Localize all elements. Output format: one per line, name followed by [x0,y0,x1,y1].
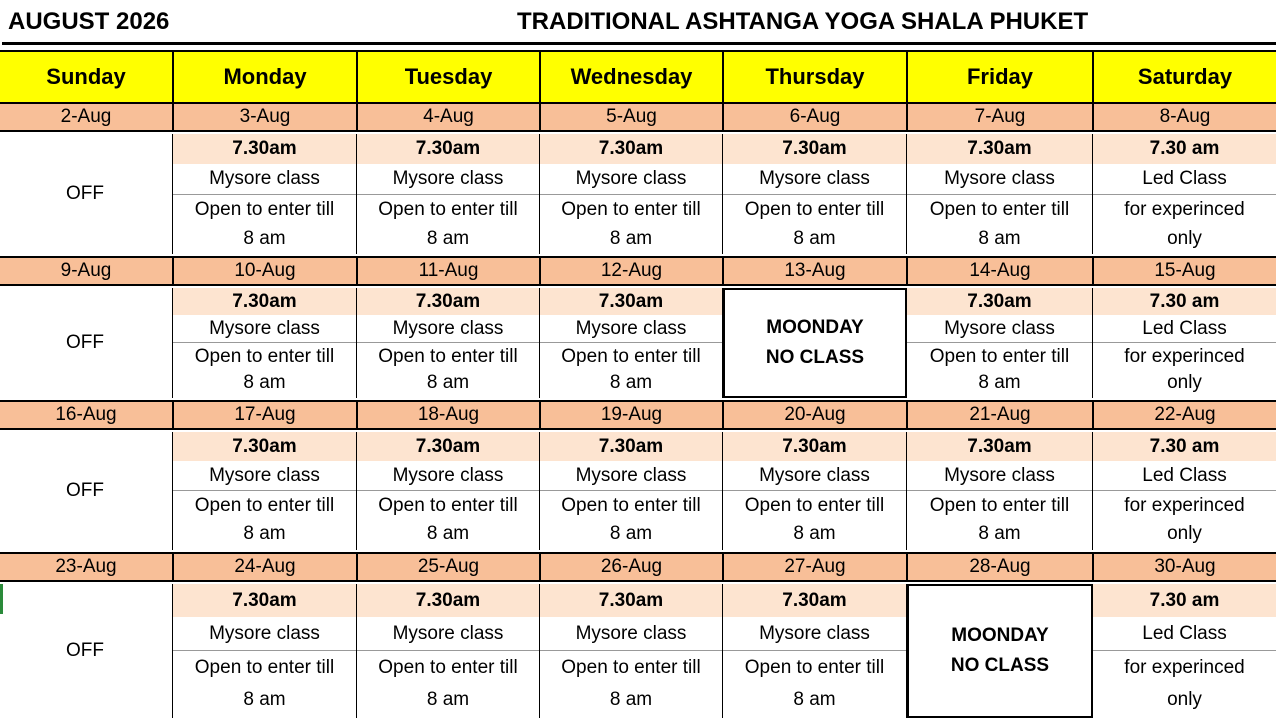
week-block [0,584,1276,718]
open-time-label: 8 am [426,688,470,710]
date-cell: 3-Aug [172,104,356,130]
mysore-class-label: Mysore class [575,622,687,644]
time-label: 7.30 am [1093,288,1276,315]
mysore-class-label: Mysore class [392,464,504,486]
cell-selection-marker [0,584,3,614]
open-until-label: Open to enter till [907,490,1092,520]
open-time-label: 8 am [243,688,286,710]
class-cell-friday [906,432,1092,550]
moonday-label: MOONDAY [951,625,1049,646]
experienced-label: for experinced [1093,194,1276,225]
date-cell: 19-Aug [539,402,722,428]
open-until-label: Open to enter till [540,342,722,370]
open-until-label: Open to enter till [907,194,1092,225]
open-until-label: Open to enter till [357,342,539,370]
class-cell-tuesday [356,134,539,254]
mysore-class-label: Mysore class [209,168,320,189]
time-label: 7.30am [723,584,906,617]
time-label: 7.30am [357,584,539,617]
time-label: 7.30am [907,134,1092,164]
time-label: 7.30am [173,288,356,315]
open-time-label: 8 am [426,371,470,393]
time-label: 7.30am [357,432,539,461]
class-cell-saturday [1092,134,1276,254]
mysore-class-label: Mysore class [392,622,504,644]
date-cell: 27-Aug [722,554,906,580]
time-label: 7.30am [907,288,1092,315]
date-cell: 22-Aug [1092,402,1276,428]
moonday-notice [907,584,1093,718]
mysore-class-label: Mysore class [392,168,504,189]
date-cell: 14-Aug [906,258,1092,284]
mysore-class-label: Mysore class [759,168,870,189]
date-row [0,400,1276,430]
experienced-label: for experinced [1093,342,1276,370]
time-label: 7.30am [907,432,1092,461]
day-header-tuesday: Tuesday [356,52,539,102]
date-row [0,256,1276,286]
time-label: 7.30am [173,584,356,617]
time-label: 7.30 am [1093,432,1276,461]
open-time-label: 8 am [609,688,653,710]
day-header-saturday: Saturday [1092,52,1276,102]
class-cell-monday [172,288,356,398]
time-label: 7.30am [540,134,722,164]
open-until-label: Open to enter till [173,490,356,520]
no-class-label: NO CLASS [950,655,1050,676]
date-cell: 21-Aug [906,402,1092,428]
mysore-class-label: Mysore class [575,464,687,486]
mysore-class-label: Mysore class [759,622,870,644]
date-cell: 26-Aug [539,554,722,580]
time-label: 7.30am [540,432,722,461]
day-header-sunday: Sunday [46,64,126,89]
open-time-label: 8 am [426,522,470,544]
open-time-label: 8 am [978,522,1021,544]
date-cell: 10-Aug [172,258,356,284]
open-time-label: 8 am [793,688,836,710]
class-cell-monday [172,432,356,550]
date-cell: 28-Aug [906,554,1092,580]
only-label: only [1167,688,1202,710]
date-cell: 24-Aug [172,554,356,580]
class-cell-wednesday [539,432,722,550]
day-header-friday: Friday [906,52,1092,102]
date-cell: 20-Aug [722,402,906,428]
open-until-label: Open to enter till [173,650,356,684]
day-header-thursday: Thursday [722,52,906,102]
class-cell-thursday [722,288,906,398]
time-label: 7.30am [540,288,722,315]
class-cell-thursday [722,432,906,550]
open-time-label: 8 am [793,522,836,544]
week-block [0,288,1276,398]
off-label: OFF [66,640,104,661]
open-until-label: Open to enter till [357,194,539,225]
date-cell: 13-Aug [722,258,906,284]
time-label: 7.30am [540,584,722,617]
mysore-class-label: Mysore class [209,622,320,644]
open-until-label: Open to enter till [357,490,539,520]
class-cell-monday [172,584,356,718]
class-cell-friday [906,288,1092,398]
date-cell: 9-Aug [60,260,112,281]
class-cell-wednesday [539,288,722,398]
open-time-label: 8 am [243,228,286,249]
date-cell: 25-Aug [356,554,539,580]
date-row [0,102,1276,132]
class-cell-friday [906,134,1092,254]
time-label: 7.30 am [1093,134,1276,164]
date-cell: 18-Aug [356,402,539,428]
open-time-label: 8 am [243,371,286,393]
class-cell-tuesday [356,288,539,398]
time-label: 7.30am [723,432,906,461]
off-label: OFF [66,332,104,353]
only-label: only [1167,371,1202,393]
day-header-wednesday: Wednesday [539,52,722,102]
time-label: 7.30am [357,134,539,164]
open-time-label: 8 am [793,228,836,249]
day-header-monday: Monday [172,52,356,102]
class-cell-saturday [1092,432,1276,550]
off-label: OFF [66,480,104,501]
mysore-class-label: Mysore class [944,317,1055,339]
open-until-label: Open to enter till [723,490,906,520]
led-class-label: Led Class [1142,464,1227,486]
time-label: 7.30am [173,432,356,461]
open-until-label: Open to enter till [540,490,722,520]
date-cell: 4-Aug [356,104,539,130]
open-until-label: Open to enter till [173,194,356,225]
date-cell: 6-Aug [722,104,906,130]
moonday-label: MOONDAY [766,317,864,338]
mysore-class-label: Mysore class [209,464,320,486]
open-time-label: 8 am [609,522,653,544]
date-cell: 17-Aug [172,402,356,428]
week-block [0,134,1276,254]
led-class-label: Led Class [1142,622,1227,644]
class-cell-tuesday [356,432,539,550]
mysore-class-label: Mysore class [209,317,320,339]
open-until-label: Open to enter till [173,342,356,370]
time-label: 7.30am [357,288,539,315]
class-cell-thursday [722,134,906,254]
class-cell-wednesday [539,584,722,718]
mysore-class-label: Mysore class [759,464,870,486]
date-row [0,552,1276,582]
only-label: only [1167,228,1202,249]
experienced-label: for experinced [1093,490,1276,520]
open-until-label: Open to enter till [723,194,906,225]
date-cell: 15-Aug [1092,258,1276,284]
weekday-header-row [0,50,1276,104]
open-until-label: Open to enter till [540,650,722,684]
no-class-label: NO CLASS [765,347,865,368]
date-cell: 23-Aug [55,556,117,577]
date-cell: 7-Aug [906,104,1092,130]
mysore-class-label: Mysore class [944,464,1055,486]
open-time-label: 8 am [243,522,286,544]
class-cell-monday [172,134,356,254]
school-title: TRADITIONAL ASHTANGA YOGA SHALA PHUKET [517,8,1089,35]
open-until-label: Open to enter till [723,650,906,684]
date-cell: 8-Aug [1092,104,1276,130]
only-label: only [1167,522,1202,544]
time-label: 7.30am [173,134,356,164]
date-cell: 2-Aug [60,106,112,127]
date-cell: 16-Aug [55,404,117,425]
open-until-label: Open to enter till [357,650,539,684]
date-cell: 11-Aug [356,258,539,284]
class-cell-wednesday [539,134,722,254]
mysore-class-label: Mysore class [944,168,1055,189]
mysore-class-label: Mysore class [392,317,504,339]
date-cell: 30-Aug [1092,554,1276,580]
class-cell-saturday [1092,584,1276,718]
open-time-label: 8 am [426,228,470,249]
open-time-label: 8 am [978,371,1021,393]
open-time-label: 8 am [609,228,653,249]
time-label: 7.30 am [1093,584,1276,617]
class-cell-friday [906,584,1092,718]
open-until-label: Open to enter till [907,342,1092,370]
off-label: OFF [66,183,104,204]
open-time-label: 8 am [609,371,653,393]
mysore-class-label: Mysore class [575,317,687,339]
experienced-label: for experinced [1093,650,1276,684]
date-cell: 5-Aug [539,104,722,130]
moonday-notice [723,288,907,398]
open-until-label: Open to enter till [540,194,722,225]
week-block [0,432,1276,550]
date-cell: 12-Aug [539,258,722,284]
class-cell-thursday [722,584,906,718]
mysore-class-label: Mysore class [575,168,687,189]
time-label: 7.30am [723,134,906,164]
class-cell-saturday [1092,288,1276,398]
month-title: AUGUST 2026 [8,8,170,35]
led-class-label: Led Class [1142,168,1227,189]
title-row [2,2,1276,45]
open-time-label: 8 am [978,228,1021,249]
class-cell-tuesday [356,584,539,718]
led-class-label: Led Class [1142,317,1227,339]
